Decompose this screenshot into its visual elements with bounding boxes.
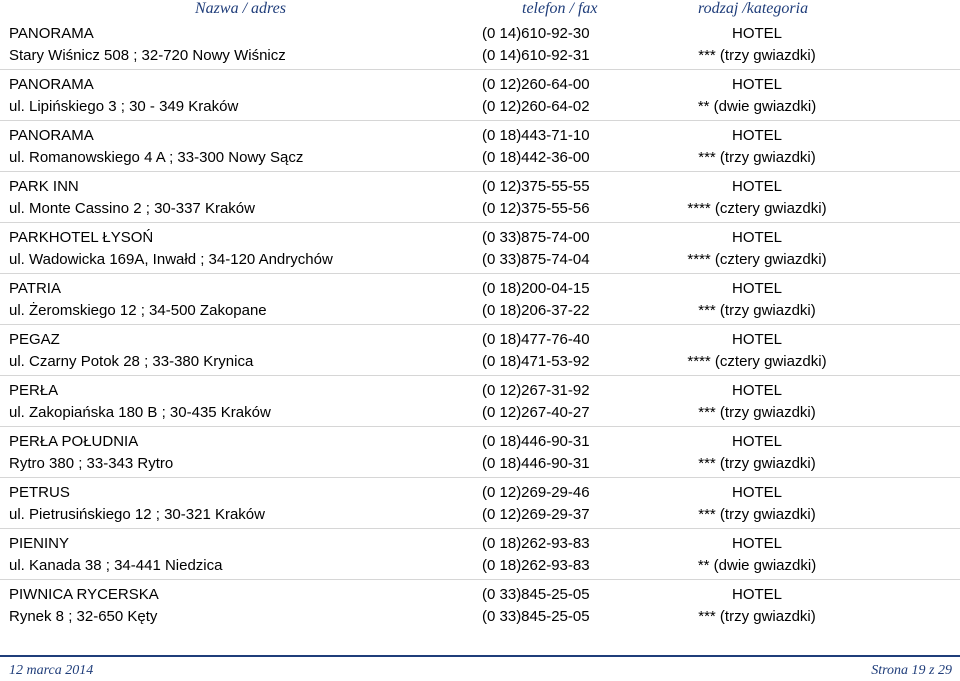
column-header — [0, 0, 960, 22]
list-item — [0, 22, 960, 73]
hotel-category: ** (dwie gwiazdki) — [697, 557, 817, 574]
hotel-name: PIWNICA RYCERSKA — [9, 586, 159, 603]
hotel-type: HOTEL — [731, 76, 782, 93]
hotel-category: *** (trzy gwiazdki) — [698, 404, 816, 421]
hotel-fax: (0 18)206-37-22 — [482, 302, 590, 319]
hotel-name: PARK INN — [9, 178, 79, 195]
hotel-address: ul. Czarny Potok 28 ; 33-380 Krynica — [9, 353, 254, 370]
hotel-fax: (0 18)442-36-00 — [482, 149, 590, 166]
hotel-phone: (0 33)875-74-00 — [482, 229, 590, 246]
hotel-type: HOTEL — [731, 25, 782, 42]
hotel-phone: (0 12)375-55-55 — [482, 178, 590, 195]
list-item — [0, 277, 960, 328]
list-item — [0, 532, 960, 583]
hotel-phone: (0 12)267-31-92 — [482, 382, 590, 399]
list-item — [0, 73, 960, 124]
header-category: rodzaj /kategoria — [698, 0, 809, 17]
hotel-fax: (0 12)375-55-56 — [482, 200, 590, 217]
hotel-phone: (0 12)260-64-00 — [482, 76, 590, 93]
hotel-address: ul. Wadowicka 169A, Inwałd ; 34-120 Andrychów — [9, 251, 333, 268]
hotel-address: ul. Kanada 38 ; 34-441 Niedzica — [9, 557, 223, 574]
hotel-phone: (0 33)845-25-05 — [482, 586, 590, 603]
hotel-name: PIENINY — [9, 535, 70, 552]
hotel-address: ul. Romanowskiego 4 A ; 33-300 Nowy Sącz — [9, 149, 304, 166]
hotel-fax: (0 33)875-74-04 — [482, 251, 590, 268]
hotel-name: PEGAZ — [9, 331, 60, 348]
hotel-category: **** (cztery gwiazdki) — [687, 251, 827, 268]
hotel-category: *** (trzy gwiazdki) — [698, 506, 816, 523]
header-phone-fax: telefon / fax — [522, 0, 598, 17]
hotel-fax: (0 12)269-29-37 — [482, 506, 590, 523]
hotel-type: HOTEL — [731, 127, 782, 144]
list-item — [0, 124, 960, 175]
page-footer — [0, 655, 960, 681]
list-item — [0, 175, 960, 226]
hotel-phone: (0 18)446-90-31 — [482, 433, 590, 450]
hotel-category: *** (trzy gwiazdki) — [698, 47, 816, 64]
list-item — [0, 583, 960, 634]
hotel-category: *** (trzy gwiazdki) — [698, 149, 816, 166]
list-item — [0, 379, 960, 430]
hotel-list — [0, 22, 960, 634]
list-item — [0, 328, 960, 379]
hotel-fax: (0 12)260-64-02 — [482, 98, 590, 115]
list-item — [0, 430, 960, 481]
hotel-address: ul. Monte Cassino 2 ; 30-337 Kraków — [9, 200, 255, 217]
hotel-category: *** (trzy gwiazdki) — [698, 302, 816, 319]
hotel-name: PETRUS — [9, 484, 70, 501]
hotel-address: Rynek 8 ; 32-650 Kęty — [9, 608, 158, 625]
hotel-name: PERŁA — [9, 382, 59, 399]
footer-page-number: Strona 19 z 29 — [871, 663, 952, 678]
hotel-phone: (0 14)610-92-30 — [482, 25, 590, 42]
hotel-phone: (0 18)200-04-15 — [482, 280, 590, 297]
hotel-category: *** (trzy gwiazdki) — [698, 608, 816, 625]
list-item — [0, 481, 960, 532]
hotel-fax: (0 12)267-40-27 — [482, 404, 590, 421]
hotel-address: Stary Wiśnicz 508 ; 32-720 Nowy Wiśnicz — [9, 47, 286, 64]
hotel-phone: (0 12)269-29-46 — [482, 484, 590, 501]
hotel-fax: (0 14)610-92-31 — [482, 47, 590, 64]
hotel-type: HOTEL — [731, 586, 782, 603]
hotel-category: ** (dwie gwiazdki) — [697, 98, 817, 115]
hotel-type: HOTEL — [731, 484, 782, 501]
hotel-address: ul. Pietrusińskiego 12 ; 30-321 Kraków — [9, 506, 265, 523]
hotel-name: PANORAMA — [9, 127, 94, 144]
hotel-fax: (0 33)845-25-05 — [482, 608, 590, 625]
list-item — [0, 226, 960, 277]
hotel-type: HOTEL — [731, 331, 782, 348]
hotel-name: PANORAMA — [9, 76, 94, 93]
hotel-type: HOTEL — [731, 280, 782, 297]
hotel-name: PARKHOTEL ŁYSOŃ — [9, 229, 154, 246]
hotel-name: PANORAMA — [9, 25, 94, 42]
hotel-category: **** (cztery gwiazdki) — [687, 353, 827, 370]
hotel-phone: (0 18)477-76-40 — [482, 331, 590, 348]
hotel-name: PERŁA POŁUDNIA — [9, 433, 139, 450]
hotel-type: HOTEL — [731, 535, 782, 552]
hotel-address: ul. Żeromskiego 12 ; 34-500 Zakopane — [9, 302, 267, 319]
hotel-fax: (0 18)446-90-31 — [482, 455, 590, 472]
hotel-fax: (0 18)471-53-92 — [482, 353, 590, 370]
hotel-type: HOTEL — [731, 178, 782, 195]
hotel-phone: (0 18)262-93-83 — [482, 535, 590, 552]
hotel-name: PATRIA — [9, 280, 61, 297]
hotel-phone: (0 18)443-71-10 — [482, 127, 590, 144]
hotel-address: ul. Lipińskiego 3 ; 30 - 349 Kraków — [9, 98, 239, 115]
hotel-category: *** (trzy gwiazdki) — [698, 455, 816, 472]
header-name-address: Nazwa / adres — [195, 0, 286, 17]
hotel-address: ul. Zakopiańska 180 B ; 30-435 Kraków — [9, 404, 271, 421]
hotel-type: HOTEL — [731, 229, 782, 246]
hotel-type: HOTEL — [731, 433, 782, 450]
hotel-category: **** (cztery gwiazdki) — [687, 200, 827, 217]
hotel-type: HOTEL — [731, 382, 782, 399]
footer-date: 12 marca 2014 — [9, 663, 94, 678]
hotel-fax: (0 18)262-93-83 — [482, 557, 590, 574]
hotel-address: Rytro 380 ; 33-343 Rytro — [9, 455, 174, 472]
